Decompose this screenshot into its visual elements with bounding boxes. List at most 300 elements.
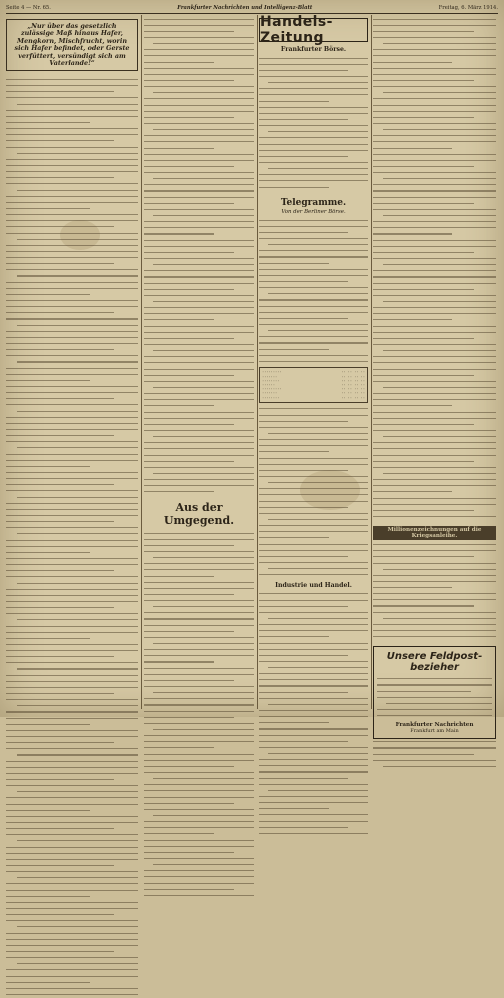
text-line (373, 467, 496, 468)
text-line (259, 692, 348, 693)
text-line (144, 338, 234, 339)
text-line (144, 289, 234, 290)
text-line (259, 612, 368, 613)
text-line (144, 362, 254, 363)
text-line (6, 589, 138, 590)
text-line (144, 840, 254, 841)
imprint-text (373, 739, 496, 770)
text-line (144, 618, 254, 619)
text-line (383, 92, 496, 93)
text-line (6, 896, 90, 897)
text-line (383, 350, 496, 351)
text-line (373, 741, 496, 742)
text-line (144, 649, 254, 650)
text-line (144, 539, 254, 540)
text-line (144, 852, 234, 853)
feldpost-advertisement (373, 646, 496, 739)
text-line (259, 88, 368, 89)
text-line (383, 387, 496, 388)
text-line (259, 827, 348, 828)
text-line (259, 606, 348, 607)
text-line (6, 564, 138, 565)
text-line (6, 404, 138, 405)
text-line (383, 301, 496, 302)
text-line (259, 679, 368, 680)
text-line (268, 293, 368, 294)
text-line (373, 612, 496, 613)
text-line (6, 982, 90, 983)
text-line (144, 117, 234, 118)
text-line (144, 31, 234, 32)
text-line (373, 754, 474, 755)
text-line (17, 926, 138, 927)
text-line (6, 282, 138, 283)
section-title-box (259, 14, 368, 46)
text-line (259, 336, 368, 337)
text-line (17, 619, 138, 620)
telegram-heading: Telegramme. (280, 198, 347, 209)
text-line (6, 976, 138, 977)
text-line (144, 356, 254, 357)
text-line (144, 203, 234, 204)
text-line (259, 661, 368, 662)
text-line (6, 177, 114, 178)
text-line (259, 574, 368, 575)
text-line (144, 375, 234, 376)
text-line (144, 576, 214, 577)
text-line (259, 771, 368, 772)
text-line (6, 558, 138, 559)
text-line (259, 232, 348, 233)
text-line (144, 209, 254, 210)
text-line (373, 68, 496, 69)
text-line (6, 748, 138, 749)
text-line (373, 332, 496, 333)
text-line (259, 318, 348, 319)
text-line (6, 607, 114, 608)
text-line (6, 91, 114, 92)
text-line (144, 858, 254, 859)
text-line (6, 171, 138, 172)
text-line (373, 276, 496, 277)
text-line (6, 546, 138, 547)
text-line (6, 662, 138, 663)
text-line (153, 264, 254, 265)
text-line (259, 287, 368, 288)
text-line (259, 765, 368, 766)
text-line (144, 674, 254, 675)
text-line (373, 630, 496, 631)
text-line (144, 405, 214, 406)
column-4 (373, 16, 496, 734)
text-line (144, 698, 254, 699)
text-line (6, 779, 114, 780)
text-line (144, 545, 234, 546)
text-line (259, 550, 368, 551)
text-line (6, 392, 138, 393)
text-line (373, 246, 496, 247)
text-line (373, 760, 496, 761)
text-line (373, 209, 496, 210)
text-line (144, 467, 254, 468)
text-line (144, 123, 254, 124)
text-line (6, 478, 138, 479)
text-line (6, 853, 138, 854)
text-line (373, 356, 496, 357)
text-line (144, 790, 254, 791)
text-line (6, 638, 90, 639)
text-line (6, 97, 138, 98)
text-line (259, 562, 368, 563)
text-line (259, 349, 329, 350)
text-line (383, 766, 496, 767)
text-line (6, 902, 138, 903)
text-line (6, 441, 138, 442)
text-line (153, 473, 254, 474)
text-line (373, 418, 496, 419)
text-line (373, 747, 496, 748)
text-line (144, 637, 254, 638)
text-line (17, 840, 138, 841)
text-line (6, 294, 90, 295)
text-line (259, 342, 368, 343)
column-2 (144, 16, 254, 709)
text-line (373, 479, 496, 480)
text-line (259, 408, 368, 409)
text-line (6, 196, 138, 197)
text-line (6, 847, 138, 848)
column-rule (141, 15, 142, 709)
header-page-number: Seite 4 — Nr. 65. (6, 5, 51, 11)
text-line (6, 957, 138, 958)
text-line (6, 656, 114, 657)
text-line (144, 307, 254, 308)
text-line (6, 214, 138, 215)
text-line (144, 827, 254, 828)
text-line (17, 104, 138, 105)
section-heading: Aus der Umgegend. (163, 500, 235, 527)
text-line (6, 245, 138, 246)
text-line (144, 741, 254, 742)
text-line (373, 98, 496, 99)
text-line (259, 64, 368, 65)
text-line (6, 644, 138, 645)
text-line (6, 951, 114, 952)
text-line (6, 945, 138, 946)
text-line (144, 74, 254, 75)
text-line (17, 411, 138, 412)
text-line (377, 691, 471, 692)
column-rule (371, 15, 372, 709)
text-line (144, 747, 214, 748)
text-line (6, 822, 138, 823)
text-line (6, 355, 138, 356)
text-line (259, 421, 348, 422)
text-line (6, 834, 138, 835)
text-line (144, 551, 254, 552)
text-line (6, 767, 138, 768)
text-line (6, 730, 138, 731)
text-line (259, 415, 368, 416)
text-line (144, 704, 254, 705)
text-line (377, 709, 492, 710)
text-line (259, 698, 368, 699)
text-line (144, 141, 254, 142)
text-line (259, 125, 368, 126)
text-line (383, 618, 496, 619)
text-line (6, 699, 138, 700)
text-line (373, 442, 496, 443)
text-line (6, 122, 90, 123)
text-line (373, 430, 496, 431)
text-line (383, 215, 496, 216)
text-line (144, 455, 254, 456)
text-line (259, 144, 368, 145)
text-line (386, 703, 492, 704)
text-line (259, 525, 368, 526)
text-block (373, 542, 496, 640)
text-line (17, 533, 138, 534)
text-line (268, 618, 368, 619)
text-line (259, 156, 348, 157)
text-line (268, 519, 368, 520)
text-line (144, 80, 234, 81)
text-line (373, 80, 474, 81)
text-line (6, 773, 138, 774)
text-line (6, 472, 138, 473)
text-line (153, 301, 254, 302)
text-line (144, 876, 254, 877)
text-line (144, 600, 254, 601)
text-line (373, 105, 496, 106)
text-line (259, 488, 368, 489)
text-line (17, 447, 138, 448)
text-line (259, 814, 368, 815)
text-line (17, 275, 138, 276)
text-line (6, 454, 138, 455)
text-line (6, 994, 138, 995)
text-line (144, 655, 254, 656)
text-line (6, 208, 90, 209)
text-line (144, 135, 254, 136)
text-line (268, 482, 368, 483)
text-line (6, 85, 138, 86)
text-line (144, 588, 254, 589)
text-line (6, 134, 138, 135)
ad-title-line-2: bezieher (410, 661, 459, 673)
text-line (6, 343, 138, 344)
text-line (373, 160, 496, 161)
text-line (153, 778, 254, 779)
text-line (6, 521, 114, 522)
text-line (373, 516, 496, 517)
text-line (144, 62, 214, 63)
text-line (259, 643, 368, 644)
section-title: Handels-Zeitung (260, 14, 333, 46)
text-block (144, 530, 254, 898)
text-line (259, 220, 368, 221)
text-line (144, 105, 254, 106)
text-line (259, 655, 348, 656)
text-line (6, 933, 138, 934)
text-line (373, 19, 496, 20)
text-line (259, 256, 368, 257)
text-line (259, 445, 368, 446)
text-line (6, 785, 138, 786)
column-rule (257, 15, 258, 709)
text-line (373, 37, 496, 38)
text-line (268, 82, 368, 83)
text-line (144, 172, 254, 173)
text-line (383, 264, 496, 265)
text-line (6, 509, 138, 510)
text-line (144, 319, 214, 320)
text-line (6, 804, 138, 805)
text-line (373, 74, 496, 75)
text-line (259, 427, 368, 428)
text-line (259, 821, 368, 822)
text-line (259, 76, 368, 77)
text-line (259, 263, 329, 264)
text-line (153, 92, 254, 93)
text-line (153, 129, 254, 130)
text-line (153, 436, 254, 437)
text-line (6, 226, 114, 227)
text-line (373, 203, 474, 204)
text-line (6, 349, 114, 350)
text-line (259, 636, 329, 637)
text-line (144, 313, 254, 314)
text-line (259, 451, 329, 452)
text-line (6, 233, 138, 234)
text-line (6, 626, 138, 627)
text-line (373, 491, 452, 492)
ad-title-line-1: Unsere Feldpost- (386, 650, 483, 662)
text-line (144, 424, 234, 425)
boxed-notice: „Nur über das gesetzlich zulässige Maß hinaus Hafer, Mengkorn, Mischfrucht, worin sich Hafer befindet, oder Gerste verfüttert, versündigt sich am Vaterlande!“ (6, 19, 138, 71)
text-line (144, 594, 234, 595)
text-line (259, 269, 368, 270)
text-line (144, 797, 254, 798)
text-line (373, 172, 496, 173)
text-line (6, 681, 138, 682)
text-line (383, 129, 496, 130)
text-line (268, 131, 368, 132)
text-block (6, 76, 138, 997)
text-line (144, 246, 254, 247)
text-line (259, 784, 368, 785)
text-line (259, 187, 329, 188)
text-line (17, 791, 138, 792)
text-line (144, 680, 234, 681)
text-line (6, 576, 138, 577)
text-line (144, 190, 254, 191)
text-line (259, 728, 368, 729)
text-line (383, 43, 496, 44)
text-line (144, 369, 254, 370)
text-line (144, 295, 254, 296)
text-line (373, 240, 496, 241)
text-line (144, 661, 214, 662)
text-line (259, 238, 368, 239)
text-block (259, 217, 368, 364)
text-line (377, 697, 492, 698)
text-line (6, 128, 138, 129)
subsection-heading: Frankfurter Börse. (280, 46, 347, 53)
text-line (153, 692, 254, 693)
text-line (259, 361, 368, 362)
text-line (259, 150, 368, 151)
text-line (153, 643, 254, 644)
text-line (259, 624, 368, 625)
text-line (268, 568, 368, 569)
ad-publisher: Frankfurter Nachrichten (395, 721, 474, 728)
text-line (6, 724, 90, 725)
text-line (373, 424, 474, 425)
text-line (144, 491, 214, 492)
text-line (373, 485, 496, 486)
text-line (144, 833, 214, 834)
text-line (144, 582, 254, 583)
text-line (259, 470, 348, 471)
text-line (373, 197, 496, 198)
text-line (259, 759, 368, 760)
text-line (6, 484, 114, 485)
text-line (6, 374, 138, 375)
text-line (153, 606, 254, 607)
text-line (373, 338, 474, 339)
text-line (144, 821, 254, 822)
text-line (144, 111, 254, 112)
text-line (17, 877, 138, 878)
text-line (144, 723, 254, 724)
text-line (373, 575, 496, 576)
text-line (153, 815, 254, 816)
text-line (144, 240, 254, 241)
text-line (268, 667, 368, 668)
text-line (6, 503, 138, 504)
subsection-heading: Industrie und Handel. (275, 581, 352, 589)
text-line (144, 227, 254, 228)
text-line (6, 552, 90, 553)
text-line (373, 550, 496, 551)
text-line (268, 330, 368, 331)
text-line (259, 796, 368, 797)
text-line (259, 119, 348, 120)
text-line (6, 693, 114, 694)
text-line (6, 269, 138, 270)
text-line (373, 624, 496, 625)
text-block (259, 591, 368, 837)
text-line (373, 498, 496, 499)
text-line (268, 753, 368, 754)
text-line (6, 920, 138, 921)
text-line (259, 716, 368, 717)
text-line (6, 147, 138, 148)
text-line (144, 258, 254, 259)
text-line (6, 380, 90, 381)
text-line (373, 405, 452, 406)
text-line (383, 178, 496, 179)
text-line (6, 312, 114, 313)
text-line (6, 865, 114, 866)
text-line (6, 595, 138, 596)
text-line (259, 58, 368, 59)
text-line (6, 939, 138, 940)
text-line (6, 761, 138, 762)
text-line (259, 137, 368, 138)
page-header (6, 3, 498, 14)
